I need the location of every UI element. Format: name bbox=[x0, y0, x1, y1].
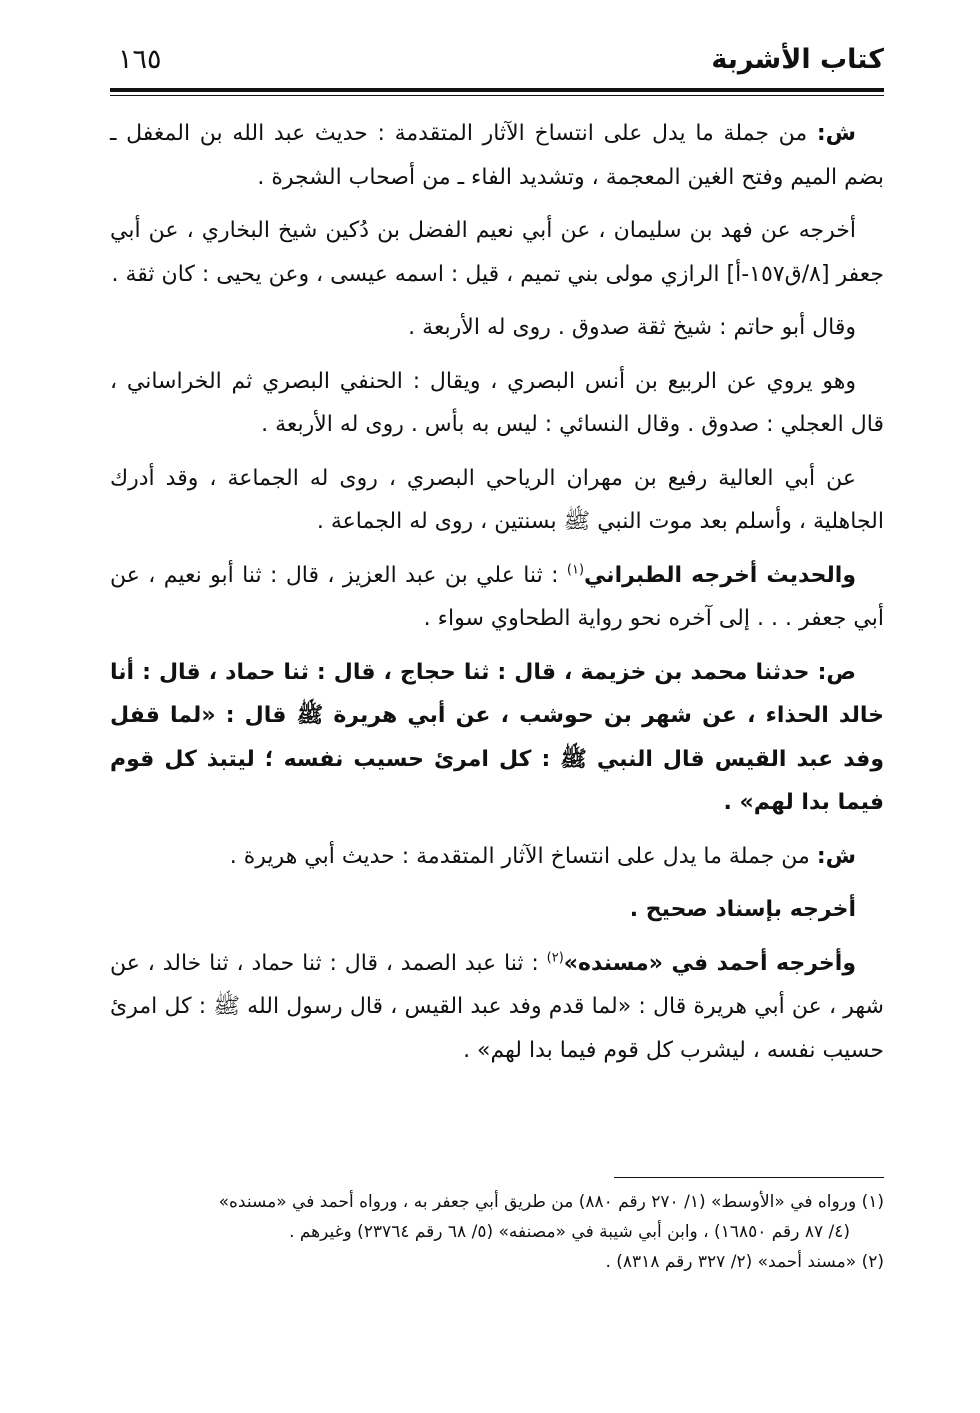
paragraph-lead: والحديث أخرجه الطبراني bbox=[584, 562, 856, 588]
paragraph-text: وهو يروي عن الربيع بن أنس البصري ، ويقال : الحنفي البصري ثم الخراساني ، قال العجلي : صدوق . وقال النسائي : ليس به بأس . روى له الأربعة . bbox=[110, 368, 884, 437]
paragraph bbox=[110, 360, 884, 447]
page-header bbox=[110, 34, 884, 90]
header-rule bbox=[110, 88, 884, 92]
paragraph-lead: ش: bbox=[816, 843, 856, 869]
paragraph bbox=[110, 457, 884, 544]
paragraph-text: من جملة ما يدل على انتساخ الآثار المتقدمة : حديث عبد الله بن المغفل ـ بضم الميم وفتح الغين المعجمة ، وتشديد الفاء ـ من أصحاب الشجرة . bbox=[110, 121, 884, 190]
header-rule-thin bbox=[110, 95, 884, 96]
paragraph-text: : ثنا عبد الصمد ، قال : ثنا حماد ، ثنا خالد ، عن شهر ، عن أبي هريرة قال : «لما قدم وفد عبد القيس ، قال رسول الله ﷺ : كل امرئ حسيب نفسه ، ليشرب كل قوم فيما بدا لهم» . bbox=[110, 950, 884, 1063]
footnote bbox=[110, 1187, 884, 1217]
paragraph-text: عن أبي العالية رفيع بن مهران الرياحي البصري ، روى له الجماعة ، وقد أدرك الجاهلية ، وأسلم بعد موت النبي ﷺ بسنتين ، روى له الجماعة . bbox=[110, 465, 884, 534]
paragraph-lead: ص: bbox=[817, 659, 856, 685]
footnote-ref: (١) bbox=[566, 562, 585, 578]
paragraph-lead: ش: bbox=[816, 121, 856, 146]
paragraph-text: : ثنا علي بن عبد العزيز ، قال : ثنا أبو نعيم ، عن أبي جعفر . . . إلى آخره نحو رواية الطحاوي سواء . bbox=[110, 562, 884, 631]
footnotes bbox=[110, 1187, 884, 1277]
footnote-text: ورواه في «الأوسط» (١/ ٢٧٠ رقم ٨٨٠) من طريق أبي جعفر به ، ورواه أحمد في «مسنده» bbox=[218, 1192, 862, 1212]
page-number: ١٦٥ bbox=[118, 44, 162, 75]
paragraph bbox=[110, 306, 884, 350]
paragraph bbox=[110, 888, 884, 932]
paragraph-text: أخرجه عن فهد بن سليمان ، عن أبي نعيم الفضل بن دُكين شيخ البخاري ، عن أبي جعفر [٨/ق١٥٧-أ] الرازي مولى بني تميم ، قيل : اسمه عيسى ، وعن يحيى : كان ثقة . bbox=[110, 218, 884, 287]
footnote-separator bbox=[614, 1177, 884, 1178]
footnote-continuation: (٤/ ٨٧ رقم ١٦٨٥٠) ، وابن أبي شيبة في «مصنفه» (٥/ ٦٨ رقم ٢٣٧٦٤) وغيرهم . bbox=[289, 1222, 850, 1242]
paragraph-lead: أخرجه بإسناد صحيح . bbox=[629, 897, 856, 922]
paragraph-text: وقال أبو حاتم : شيخ ثقة صدوق . روى له الأربعة . bbox=[408, 315, 856, 340]
footnote bbox=[110, 1247, 884, 1277]
footnote-number: (٢) bbox=[861, 1252, 884, 1272]
paragraph-lead: وأخرجه أحمد في «مسنده» bbox=[563, 950, 856, 976]
paragraph bbox=[110, 112, 884, 199]
footnote-ref: (٢) bbox=[546, 950, 564, 966]
footnote-number: (١) bbox=[861, 1192, 884, 1212]
paragraph-matn bbox=[110, 651, 884, 825]
body-text bbox=[110, 112, 884, 1082]
paragraph bbox=[110, 554, 884, 641]
paragraph bbox=[110, 209, 884, 296]
paragraph-text: حدثنا محمد بن خزيمة ، قال : ثنا حجاج ، قال : ثنا حماد ، قال : أنا خالد الحذاء ، عن شهر بن حوشب ، عن أبي هريرة ﷺ قال : «لما قفل وفد عبد القيس قال النبي ﷺ : كل امرئ حسيب نفسه ؛ ليتبذ كل قوم فيما بدا لهم» . bbox=[110, 659, 884, 815]
paragraph bbox=[110, 835, 884, 879]
paragraph-text: من جملة ما يدل على انتساخ الآثار المتقدمة : حديث أبي هريرة . bbox=[229, 843, 817, 869]
running-title: كتاب الأشربة bbox=[711, 44, 884, 75]
paragraph bbox=[110, 942, 884, 1073]
footnote-text: «مسند أحمد» (٢/ ٣٢٧ رقم ٨٣١٨) . bbox=[605, 1252, 862, 1272]
